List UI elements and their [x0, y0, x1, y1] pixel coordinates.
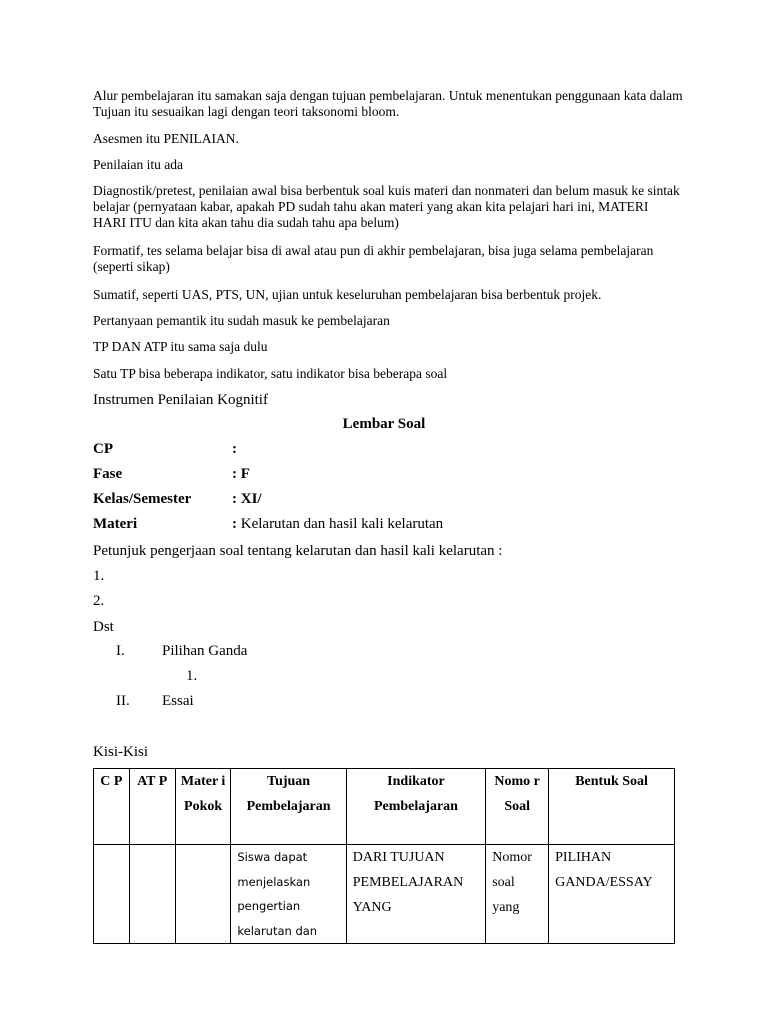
field-value-fase: : F [232, 466, 250, 482]
dst-text: Dst [93, 619, 114, 635]
field-value-text: Kelarutan dan hasil kali kelarutan [237, 516, 444, 532]
numbered-item: 2. [93, 593, 105, 609]
table-row [94, 845, 675, 944]
note-paragraph: Formatif, tes selama belajar bisa di awal atau pun di akhir pembelajaran, bisa juga selama pembelajaran (seperti sikap) [93, 243, 654, 274]
note-paragraph: Sumatif, seperti UAS, PTS, UN, ujian untuk keseluruhan pembelajaran bisa berbentuk projek. [93, 287, 602, 302]
note-paragraph: TP DAN ATP itu sama saja dulu [93, 339, 268, 354]
header-atp: AT P [129, 769, 175, 845]
kisi-heading: Kisi-Kisi [93, 744, 149, 760]
numbered-item: 1. [93, 568, 105, 584]
header-bentuk-soal: Bentuk Soal [549, 769, 675, 845]
field-value-materi [232, 516, 443, 533]
cell-materi [175, 845, 231, 944]
kisi-kisi-table [93, 768, 675, 944]
section-title: Pilihan Ganda [162, 643, 248, 659]
cell-tujuan: Siswa dapat menjelaskan pengertian kelarutan dan [231, 845, 346, 944]
field-colon: : [232, 516, 237, 532]
cell-cp [94, 845, 130, 944]
field-label-materi: Materi [93, 516, 138, 532]
field-label-kelas: Kelas/Semester [93, 491, 192, 507]
field-label-cp: CP [93, 441, 113, 457]
cell-bentuk: PILIHAN GANDA/ESSAY [549, 845, 675, 944]
header-tujuan-pembelajaran: Tujuan Pembelajaran [231, 769, 346, 845]
sheet-title: Lembar Soal [342, 416, 426, 432]
header-indikator-pembelajaran: Indikator Pembelajaran [346, 769, 485, 845]
table-header-row [94, 769, 675, 845]
section-title: Essai [162, 693, 194, 709]
header-materi-pokok: Mater i Pokok [175, 769, 231, 845]
section-numeral: II. [116, 693, 130, 709]
section-numeral: I. [116, 643, 125, 659]
note-paragraph: Alur pembelajaran itu samakan saja dengan tujuan pembelajaran. Untuk menentukan penggunaan kata dalam Tujuan itu sesuaikan lagi dengan teori taksonomi bloom. [93, 88, 683, 119]
cell-atp [129, 845, 175, 944]
note-paragraph: Pertanyaan pemantik itu sudah masuk ke pembelajaran [93, 313, 390, 328]
instrument-heading: Instrumen Penilaian Kognitif [93, 392, 268, 408]
note-paragraph: Penilaian itu ada [93, 157, 183, 172]
instruction-text: Petunjuk pengerjaan soal tentang kelarutan dan hasil kali kelarutan : [93, 543, 503, 559]
section-sub-item: 1. [186, 668, 198, 684]
field-label-fase: Fase [93, 466, 123, 482]
header-nomor-soal: Nomo r Soal [486, 769, 549, 845]
header-cp: C P [94, 769, 130, 845]
cell-nomor: Nomor soal yang [486, 845, 549, 944]
cell-indikator: DARI TUJUAN PEMBELAJARAN YANG [346, 845, 485, 944]
note-paragraph: Diagnostik/pretest, penilaian awal bisa berbentuk soal kuis materi dan nonmateri dan belum masuk ke sintak belajar (pernyataan kabar, apakah PD sudah tahu akan materi yang akan kita pelajari hari ini, MATERI HARI ITU dan kita akan tahu dia sudah tahu apa belum) [93, 183, 680, 230]
field-value-cp: : [232, 441, 237, 457]
note-paragraph: Asesmen itu PENILAIAN. [93, 131, 239, 146]
note-paragraph: Satu TP bisa beberapa indikator, satu indikator bisa beberapa soal [93, 366, 448, 381]
field-value-kelas: : XI/ [232, 491, 262, 507]
